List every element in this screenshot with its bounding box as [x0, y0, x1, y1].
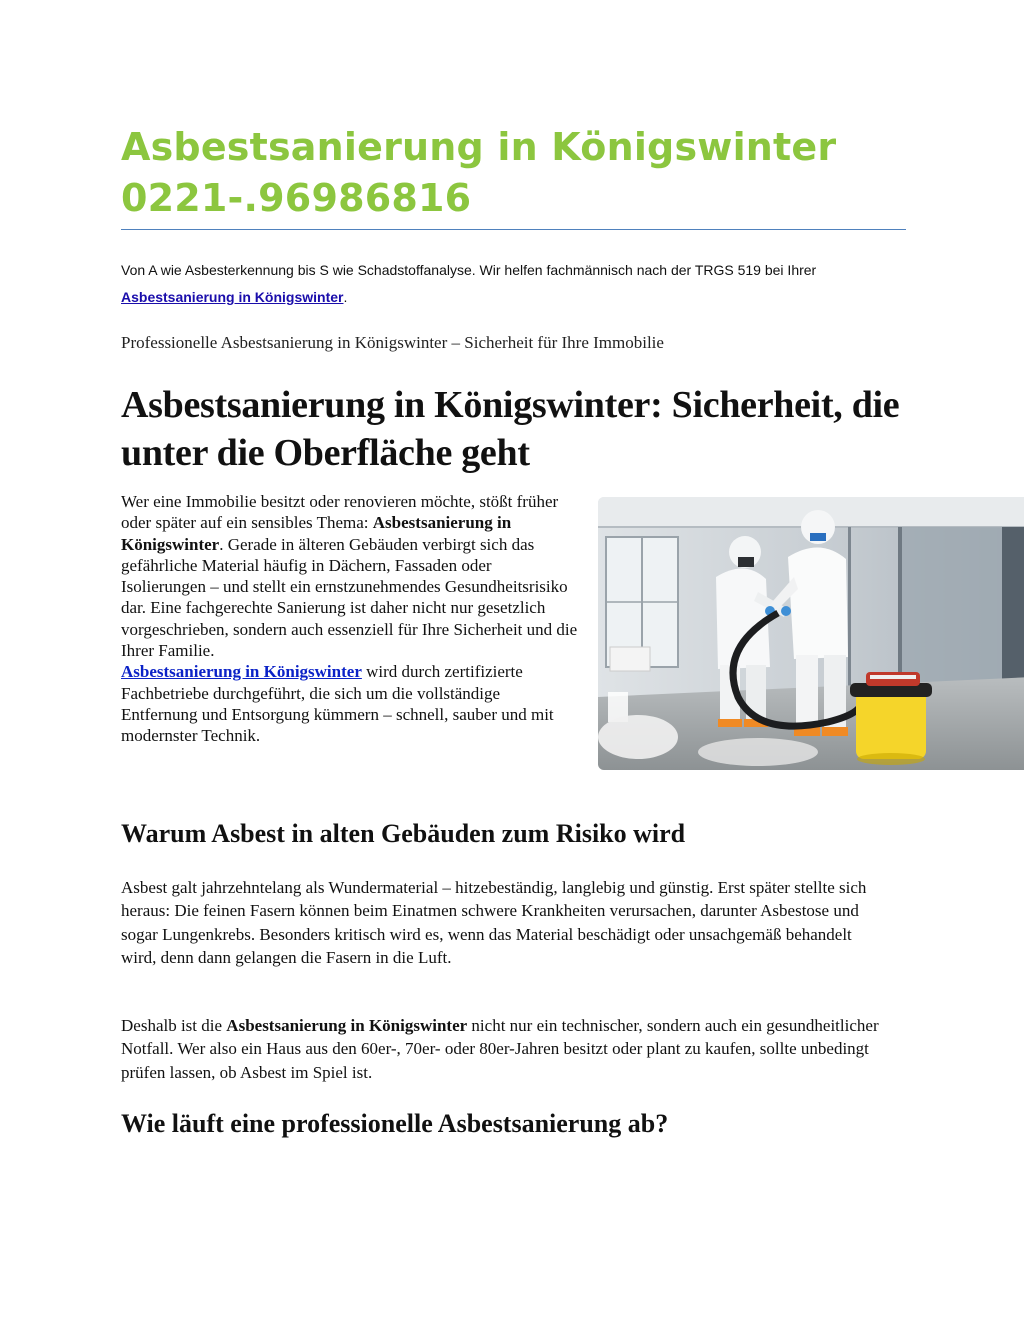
section1-text-3: wird durch zertifizierte Fachbetriebe durchgeführt, die sich um die vollständige Entfernung und Entsorgung kümmern – schnell, sauber und mit modernster Technik. — [121, 662, 554, 746]
section1-text-1: Wer eine Immobilie besitzt oder renovieren möchte, stößt früher oder später auf ein sensibles Thema: — [121, 492, 559, 533]
risk-bold-keyword: Asbestsanierung in Königswinter — [226, 1016, 468, 1035]
section1-bold-keyword: Asbestsanierung in Königswinter — [121, 513, 512, 554]
title-underline-divider — [121, 229, 906, 230]
risk-text-1: Deshalb ist die — [121, 1016, 227, 1035]
section-heading-main: Asbestsanierung in Königswinter: Sicherheit, die unter die Oberfläche geht — [121, 384, 900, 474]
asbestos-workers-photo — [598, 497, 1024, 770]
section-heading-process: Wie läuft eine professionelle Asbestsanierung ab? — [121, 1109, 669, 1138]
intro-link[interactable]: Asbestsanierung in Königswinter — [121, 289, 344, 305]
risk-paragraph-2 — [121, 1014, 891, 1084]
section-heading-risk: Warum Asbest in alten Gebäuden zum Risiko wird — [121, 819, 686, 848]
risk-text-2: nicht nur ein technischer, sondern auch ein gesundheitlicher Notfall. Wer also ein Haus aus den 60er-, 70er- oder 80er-Jahren besitzt oder plant zu kaufen, sollte unbedingt prüfen lassen, ob Asbest im Spiel ist. — [121, 1016, 879, 1082]
document-title: Asbestsanierung in Königswinter 0221-.96986816 — [121, 125, 837, 220]
risk-paragraph-1: Asbest galt jahrzehntelang als Wundermaterial – hitzebeständig, langlebig und günstig. Erst später stellte sich heraus: Die feinen Fasern können beim Einatmen schwere Krankheiten verursachen, darunter Asbestose und sogar Lungenkrebs. Besonders kritisch wird es, wenn das Material beschädigt oder unsachgemäß behandelt wird, denn dann gelangen die Fasern in die Luft. — [121, 878, 867, 967]
section1-link[interactable]: Asbestsanierung in Königswinter — [121, 662, 362, 682]
section1-paragraph — [121, 491, 579, 747]
section1-text-2: . Gerade in älteren Gebäuden verbirgt sich das gefährliche Material häufig in Dächern, Fassaden oder Isolierungen – und stellt ein ernstzunehmendes Gesundheitsrisiko dar. Eine fachgerechte Sanierung ist daher nicht nur gesetzlich vorgeschrieben, sondern auch essenziell für Ihre Sicherheit und die Ihrer Familie. — [121, 534, 578, 661]
intro-text: Von A wie Asbesterkennung bis S wie Schadstoffanalyse. Wir helfen fachmännisch nach der TRGS 519 bei Ihrer — [121, 262, 817, 278]
subtitle-line: Professionelle Asbestsanierung in Königswinter – Sicherheit für Ihre Immobilie — [121, 333, 664, 352]
intro-text-end: . — [343, 289, 348, 305]
intro-paragraph — [121, 257, 906, 311]
